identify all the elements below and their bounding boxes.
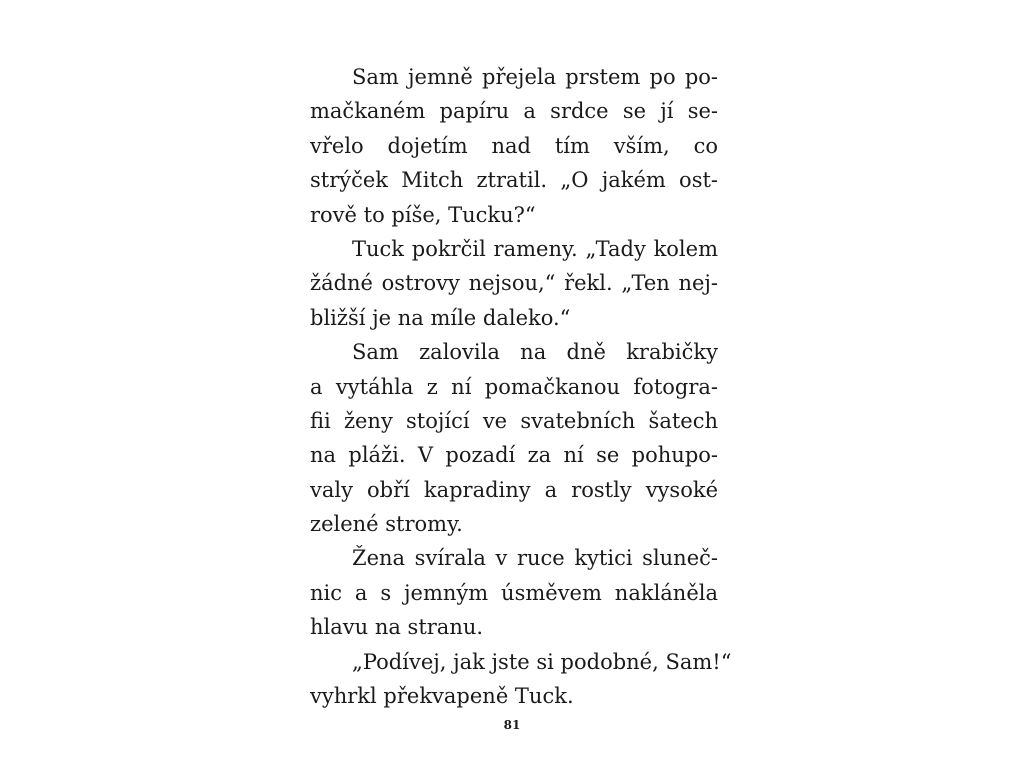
text-line: strýček Mitch ztratil. „O jakém ost- [310,168,718,193]
text-line: vřelo dojetím nad tím vším, co [310,133,718,158]
text-line: Sam zalovila na dně krabičky [352,340,718,365]
body-text [310,60,732,713]
text-line: mačkaném papíru a srdce se jí se- [310,99,718,124]
text-line: na pláži. V pozadí za ní se pohupo- [310,443,718,468]
paragraph-3 [310,335,718,541]
text-line: Žena svírala v ruce kytici sluneč- [352,546,718,571]
text-line: Sam jemně přejela prstem po po- [352,65,718,89]
text-line: rově to píše, Tucku?“ [310,202,536,227]
paragraph-4 [310,541,718,644]
text-line: „Podívej, jak jste si podobné, Sam!“ [352,649,732,674]
text-line: fii ženy stojící ve svatebních šatech [310,408,718,433]
text-line: Tuck pokrčil rameny. „Tady kolem [352,236,718,261]
page-number: 81 [503,718,521,732]
text-line: žádné ostrovy nejsou,“ řekl. „Ten nej- [310,271,718,296]
text-line: a vytáhla z ní pomačkanou fotogra- [310,374,718,399]
text-line: zelené stromy. [310,512,463,537]
text-line: vyhrkl překvapeně Tuck. [310,684,574,709]
text-line: valy obří kapradiny a rostly vysoké [310,477,718,502]
text-line: nic a s jemným úsměvem nakláněla [310,580,718,605]
text-line: hlavu na stranu. [310,615,484,640]
text-line: bližší je na míle daleko.“ [310,305,571,330]
paragraph-2 [310,232,718,335]
paragraph-1 [310,60,718,232]
paragraph-5 [310,645,732,714]
